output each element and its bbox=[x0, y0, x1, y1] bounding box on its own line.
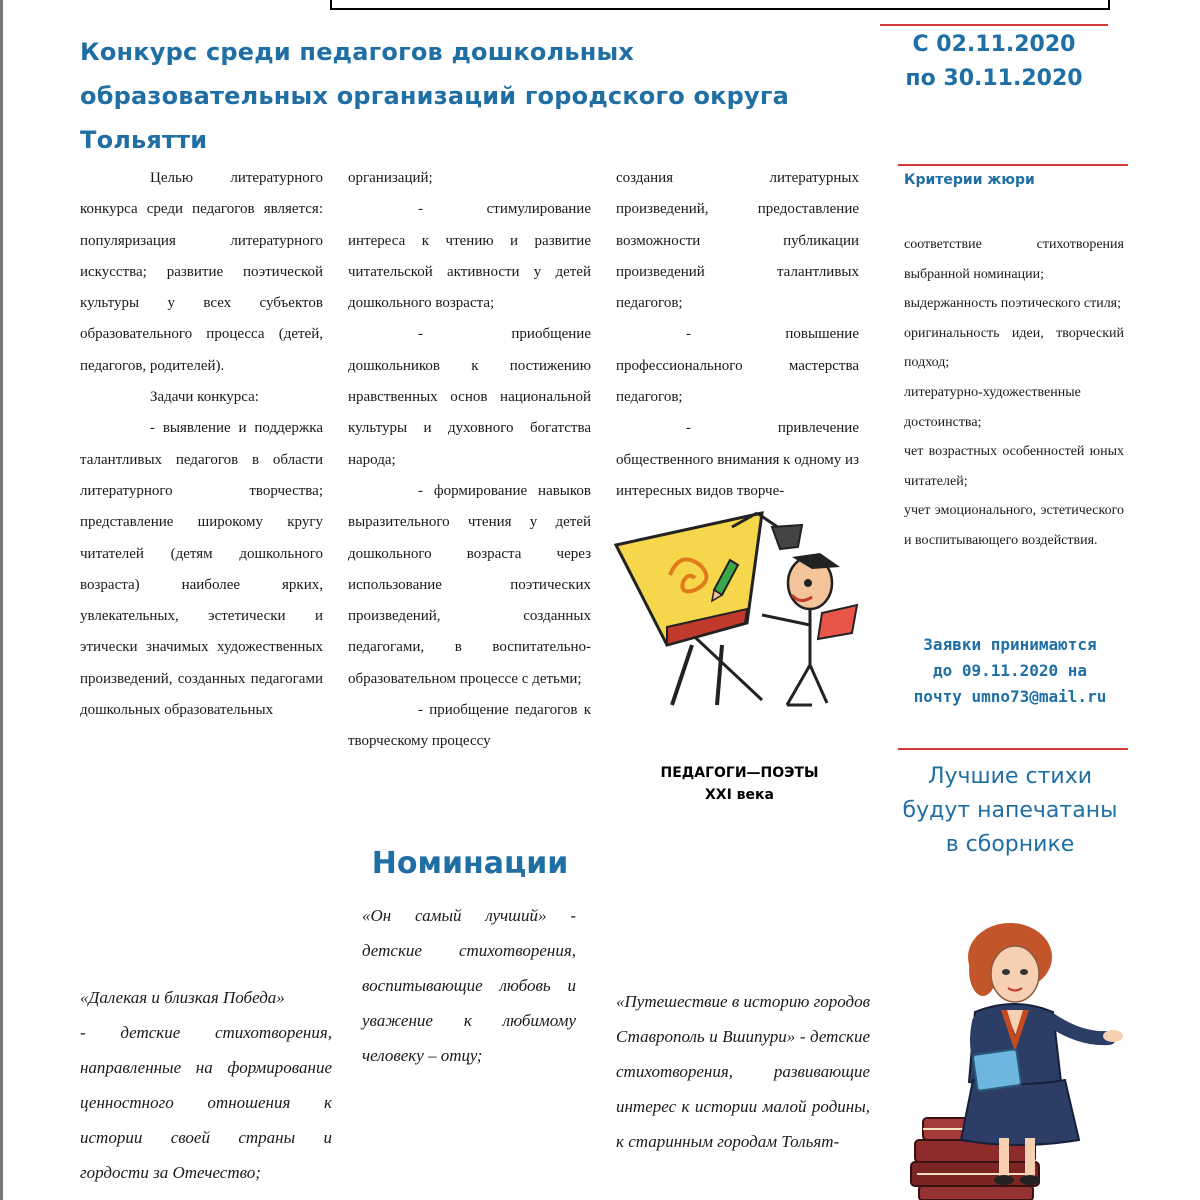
nomination-2 bbox=[362, 898, 576, 1073]
date-to: по 30.11.2020 bbox=[905, 66, 1083, 91]
apply-line: почту umno73@mail.ru bbox=[913, 687, 1107, 706]
nomination-name: «Он самый лучший» bbox=[362, 906, 547, 925]
nomination-desc: - детские стихотворения, развивающие интерес к истории малой родины, к старинным городам Тольят- bbox=[616, 1027, 870, 1151]
nomination-3 bbox=[616, 984, 870, 1159]
top-frame-box bbox=[330, 0, 1110, 10]
criteria-item: соответствие стихотворения выбранной номинации; bbox=[904, 237, 1124, 282]
illustration-caption bbox=[612, 762, 867, 806]
nomination-1 bbox=[80, 980, 332, 1190]
paragraph: - приобщение педагогов к творческому процессу bbox=[348, 702, 591, 750]
teacher-with-books-icon bbox=[905, 912, 1135, 1200]
paragraph: Целью литературного конкурса среди педагогов является: популяризация литературного искусства; развитие поэтической культуры у всех субъектов образовательного процесса (детей, педагогов, родителей). bbox=[80, 170, 323, 374]
artist-at-easel-icon bbox=[612, 505, 872, 710]
sidebar-rule bbox=[898, 164, 1128, 166]
paragraph: - формирование навыков выразительного чтения у детей дошкольного возраста через использование поэтических произведений, созданных педагогами, в воспитательно-образовательном процессе с детьми; bbox=[348, 482, 591, 687]
paragraph: Задачи конкурса: bbox=[150, 389, 259, 406]
page-title: Конкурс среди педагогов дошкольных образовательных организаций городского округа Тольятти bbox=[80, 38, 790, 154]
caption-line: ПЕДАГОГИ—ПОЭТЫ bbox=[660, 765, 819, 781]
paragraph: - повышение профессионального мастерства педагогов; bbox=[616, 326, 859, 406]
date-from: С 02.11.2020 bbox=[912, 32, 1076, 57]
sidebar-rule bbox=[898, 748, 1128, 750]
caption-line: XXI века bbox=[705, 787, 774, 803]
paragraph: - выявление и поддержка талантливых педагогов в области литературного творчества; представление широкому кругу читателей (детям дошкольного возраста) наиболее ярких, увлекательных, эстетически и этически значимых художественных произведений, созданных педагогами дошкольных образовательных bbox=[80, 420, 323, 719]
text-column-1 bbox=[80, 163, 323, 726]
page-edge bbox=[0, 0, 3, 1200]
application-notice bbox=[900, 632, 1120, 710]
criteria-item: чет возрастных особенностей юных читателей; bbox=[904, 444, 1124, 489]
paragraph: - стимулирование интереса к чтению и развитие читательской активности у детей дошкольного возраста; bbox=[348, 201, 591, 312]
criteria-item: оригинальность идеи, творческий подход; bbox=[904, 325, 1124, 371]
criteria-item: учет эмоционального, эстетического и воспитывающего воздействия. bbox=[904, 503, 1124, 548]
criteria-item: литературно-художественные достоинства; bbox=[904, 384, 1081, 430]
paragraph: - привлечение общественного внимания к одному из интересных видов творче- bbox=[616, 420, 859, 499]
paragraph: - приобщение дошкольников к постижению нравственных основ национальной культуры и духовного богатства народа; bbox=[348, 326, 591, 468]
best-poems-note: Лучшие стихи будут напечатаны в сборнике bbox=[902, 764, 1118, 857]
paragraph: организаций; bbox=[348, 170, 433, 186]
nominations-title: Номинации bbox=[371, 846, 569, 881]
paragraph: создания литературных произведений, предоставление возможности публикации произведений талантливых педагогов; bbox=[616, 170, 859, 312]
nomination-name: «Путешествие в историю городов Ставрополь и Вшипури» bbox=[616, 992, 870, 1046]
criteria-item: выдержанность поэтического стиля; bbox=[904, 296, 1122, 312]
criteria-list bbox=[904, 230, 1124, 556]
nomination-name: «Далекая и близкая Победа» bbox=[80, 988, 285, 1007]
criteria-title: Критерии жюри bbox=[904, 172, 1035, 188]
contest-dates bbox=[880, 24, 1108, 96]
apply-line: до 09.11.2020 на bbox=[932, 661, 1088, 680]
nomination-desc: - детские стихотворения, воспитывающие любовь и уважение к любимому человеку – отцу; bbox=[362, 906, 577, 1065]
text-column-2 bbox=[348, 163, 591, 758]
nomination-desc: - детские стихотворения, направленные на формирование ценностного отношения к истории своей страны и гордости за Отечество; bbox=[80, 1023, 332, 1182]
apply-line: Заявки принимаются bbox=[923, 635, 1097, 654]
text-column-3 bbox=[616, 163, 859, 507]
